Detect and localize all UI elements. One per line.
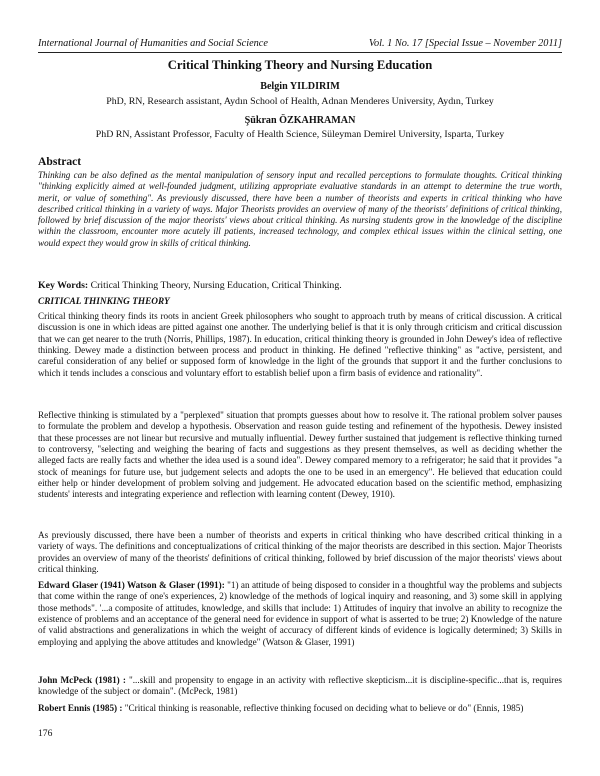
keywords-text: Critical Thinking Theory, Nursing Education, Critical Thinking.: [90, 280, 342, 291]
keywords: [38, 280, 562, 292]
ennis-definition: "Critical thinking is reasonable, reflective thinking focused on deciding what to believe or do" (Ennis, 1985): [122, 703, 524, 713]
glaser-citation: Edward Glaser (1941) Watson & Glaser (1991):: [38, 580, 225, 590]
paper-title: Critical Thinking Theory and Nursing Education: [167, 58, 433, 72]
keywords-label: Key Words:: [38, 280, 89, 291]
journal-name: International Journal of Humanities and Social Science: [38, 38, 268, 49]
page-number: 176: [38, 728, 53, 739]
issue-info: Vol. 1 No. 17 [Special Issue – November 2011]: [368, 38, 562, 49]
paragraph-mcpeck: [38, 675, 562, 698]
paragraph-2: Reflective thinking is stimulated by a "perplexed" situation that prompts guesses about how to resolve it. The rational problem solver pauses to formulate the problem and develop a hypothesis. Observation and reason guide testing and refinement of the hypothesis. Dewey insisted that these processes are not linear but recursive and mutually influential. Dewey further sustained that judgement is reflective thinking turned to controversy, "selecting and weighing the bearing of facts and suggestions as they present themselves, as well as deciding whether the alleged facts are really facts and whether the idea used is a sound idea". Dewey compared memory to a refrigerator; he said that it provides "a stock of meanings for future use, but judgement selects and adopts the one to be used in an emergency". He believed that education could either help or hinder development of problem solving and judgement. He advocated education based on the scientific method, emphasizing students' interests and integrating experience and reflection with learning content (Dewey, 1910).: [38, 410, 562, 500]
running-header: [38, 38, 562, 53]
mcpeck-definition: "...skill and propensity to engage in an activity with reflective skepticism...it is discipline-specific...that is, requires knowledge of the subject or domain". (McPeck, 1981): [38, 675, 562, 697]
paragraph-1: Critical thinking theory finds its roots in ancient Greek philosophers who sought to approach truth by means of critical discussion. A critical discussion is one in which ideas are pitted against one another. The underlying belief is that it is only through criticism and critical discussion that we can get nearer to the truth (Norris, Phillips, 1987). In education, critical thinking theory is grounded in John Dewey's idea of reflective thinking. Dewey made a distinction between process and product in thinking. He defined "reflective thinking" as "active, persistent, and careful consideration of any belief or supposed form of knowledge in the light of the grounds that support it and the further conclusions to which it tends includes a conscious and voluntary effort to establish belief upon a firm basis of evidence and rationality".: [38, 311, 562, 378]
abstract-text: Thinking can be also defined as the mental manipulation of sensory input and recalled perceptions to formulate thoughts. Critical thinking "thinking explicitly aimed at well-founded judgment, utilizing appropriate evaluative standards in an attempt to determine the true worth, merit, or value of something". As previously discussed, there have been a number of theorists and experts in critical thinking who have described critical thinking in a variety of ways. Major Theorists provides an overview of many of the theorists' definitions of critical thinking, followed by brief discussion of the major theorists' views about critical thinking. As nursing students grow in the knowledge of the discipline within the classroom, encounter more acutely ill patients, increased technology, and complex ethical issues within the clinical setting, one would expect they would grow in skills of critical thinking.: [38, 170, 562, 248]
mcpeck-citation: John McPeck (1981) :: [38, 675, 126, 685]
author-2-affiliation: PhD RN, Assistant Professor, Faculty of Health Science, Süleyman Demirel University, Isparta, Turkey: [95, 129, 505, 140]
abstract-heading: Abstract: [38, 155, 82, 168]
section-heading: CRITICAL THINKING THEORY: [38, 297, 170, 307]
glaser-definition: "1) an attitude of being disposed to consider in a thoughtful way the problems and subjects that come within the range of one's experiences, 2) knowledge of the methods of logical inquiry and reasoning, and 3) some skill in applying those methods". '...a composite of attitudes, knowledge, and skills that include: 1) Attitudes of inquiry that involve an ability to recognize the existence of problems and an acceptance of the general need for evidence in support of what is asserted to be true; 2) Knowledge of the nature of valid abstractions and generalizations in which the weight of accuracy of different kinds of evidence is logically determined; 3) Skills in employing and applying the above attitudes and knowledge" (Watson & Glaser, 1991): [38, 580, 563, 647]
author-2-name: Şükran ÖZKAHRAMAN: [244, 115, 356, 126]
paragraph-glaser: [38, 580, 562, 648]
ennis-citation: Robert Ennis (1985) :: [38, 703, 123, 713]
author-1-name: Belgin YILDIRIM: [260, 81, 340, 92]
paragraph-ennis: [38, 703, 562, 714]
paragraph-3: As previously discussed, there have been a number of theorists and experts in critical thinking who have described critical thinking in a variety of ways. The definitions and conceptualizations of critical thinking of the major theorists are described in this section. Major Theorists provides an overview of many of the theorists' definitions of critical thinking, followed by brief discussion of the major theorists' views about critical thinking.: [38, 530, 562, 575]
author-1-affiliation: PhD, RN, Research assistant, Aydın School of Health, Adnan Menderes University, Aydın, Turkey: [106, 96, 494, 107]
